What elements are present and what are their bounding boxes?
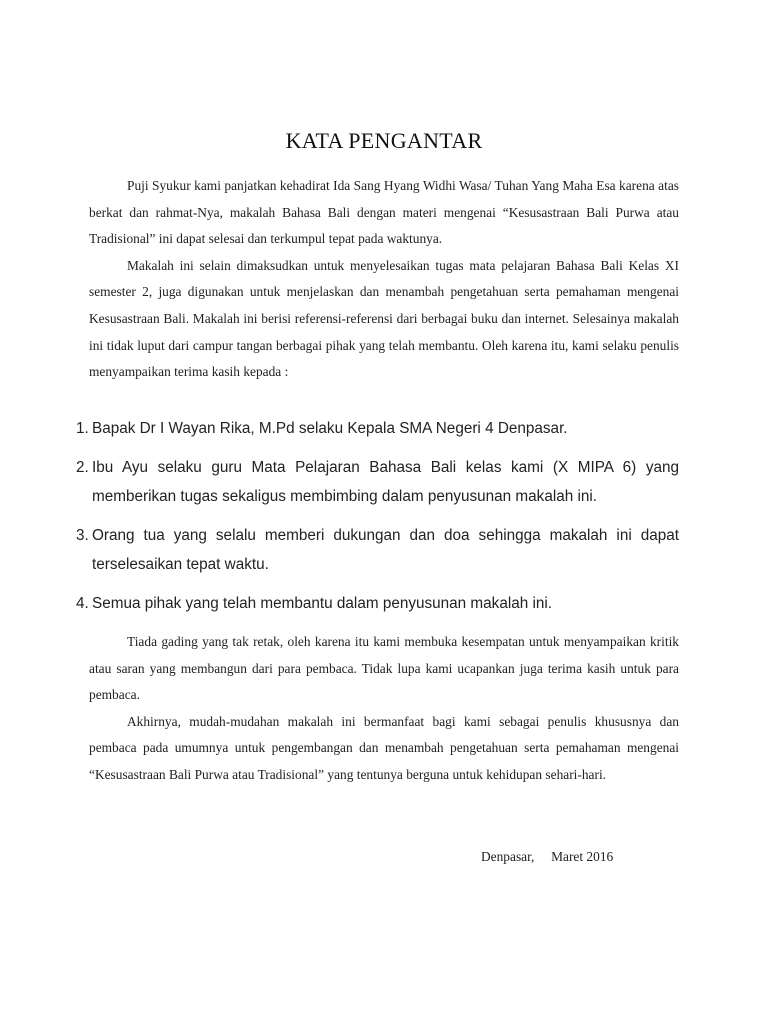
list-item: [76, 521, 679, 579]
list-item: [76, 589, 679, 618]
list-item: [76, 414, 679, 443]
signature-place-date: Denpasar, Maret 2016: [481, 849, 614, 864]
list-item-text: Ibu Ayu selaku guru Mata Pelajaran Bahasa Bali kelas kami (X MIPA 6) yang memberikan tugas sekaligus membimbing dalam penyusunan makalah ini.: [92, 459, 679, 505]
list-item-number: 4.: [76, 595, 89, 612]
list-item-number: 3.: [76, 527, 89, 544]
list-item-number: 1.: [76, 420, 89, 437]
closing-paragraph: Akhirnya, mudah-mudahan makalah ini bermanfaat bagi kami sebagai penulis khususnya dan pembaca pada umumnya untuk pengembangan dan menambah pengetahuan serta pemahaman mengenai “Kesusastraan Bali Purwa atau Tradisional” yang tentunya berguna untuk kehidupan sehari-hari.: [89, 713, 679, 782]
thanks-list: [76, 414, 679, 628]
page-title: KATA PENGANTAR: [285, 128, 483, 153]
list-item: [76, 453, 679, 511]
intro-section: [89, 173, 679, 386]
list-item-text: Semua pihak yang telah membantu dalam penyusunan makalah ini.: [92, 595, 553, 612]
intro-paragraph: Makalah ini selain dimaksudkan untuk menyelesaikan tugas mata pelajaran Bahasa Bali Kelas XI semester 2, juga digunakan untuk menjelaskan dan menambah pengetahuan serta pemahaman mengenai Kesusastraan Bali. Makalah ini berisi referensi-referensi dari berbagai buku dan internet. Selesainya makalah ini tidak luput dari campur tangan berbagai pihak yang telah membantu. Oleh karena itu, kami selaku penulis menyampaikan terima kasih kepada :: [89, 257, 679, 380]
closing-paragraph: Tiada gading yang tak retak, oleh karena itu kami membuka kesempatan untuk menyampaikan kritik atau saran yang membangun dari para pembaca. Tidak lupa kami ucapankan juga terima kasih untuk para pembaca.: [89, 634, 679, 703]
list-item-number: 2.: [76, 459, 89, 476]
list-item-text: Bapak Dr I Wayan Rika, M.Pd selaku Kepala SMA Negeri 4 Denpasar.: [92, 420, 568, 437]
intro-paragraph: Puji Syukur kami panjatkan kehadirat Ida Sang Hyang Widhi Wasa/ Tuhan Yang Maha Esa karena atas berkat dan rahmat-Nya, makalah Bahasa Bali dengan materi mengenai “Kesusastraan Bali Purwa atau Tradisional” ini dapat selesai dan terkumpul tepat pada waktunya.: [89, 178, 679, 247]
closing-section: [89, 629, 679, 789]
list-item-text: Orang tua yang selalu memberi dukungan dan doa sehingga makalah ini dapat terselesaikan tepat waktu.: [92, 527, 679, 573]
